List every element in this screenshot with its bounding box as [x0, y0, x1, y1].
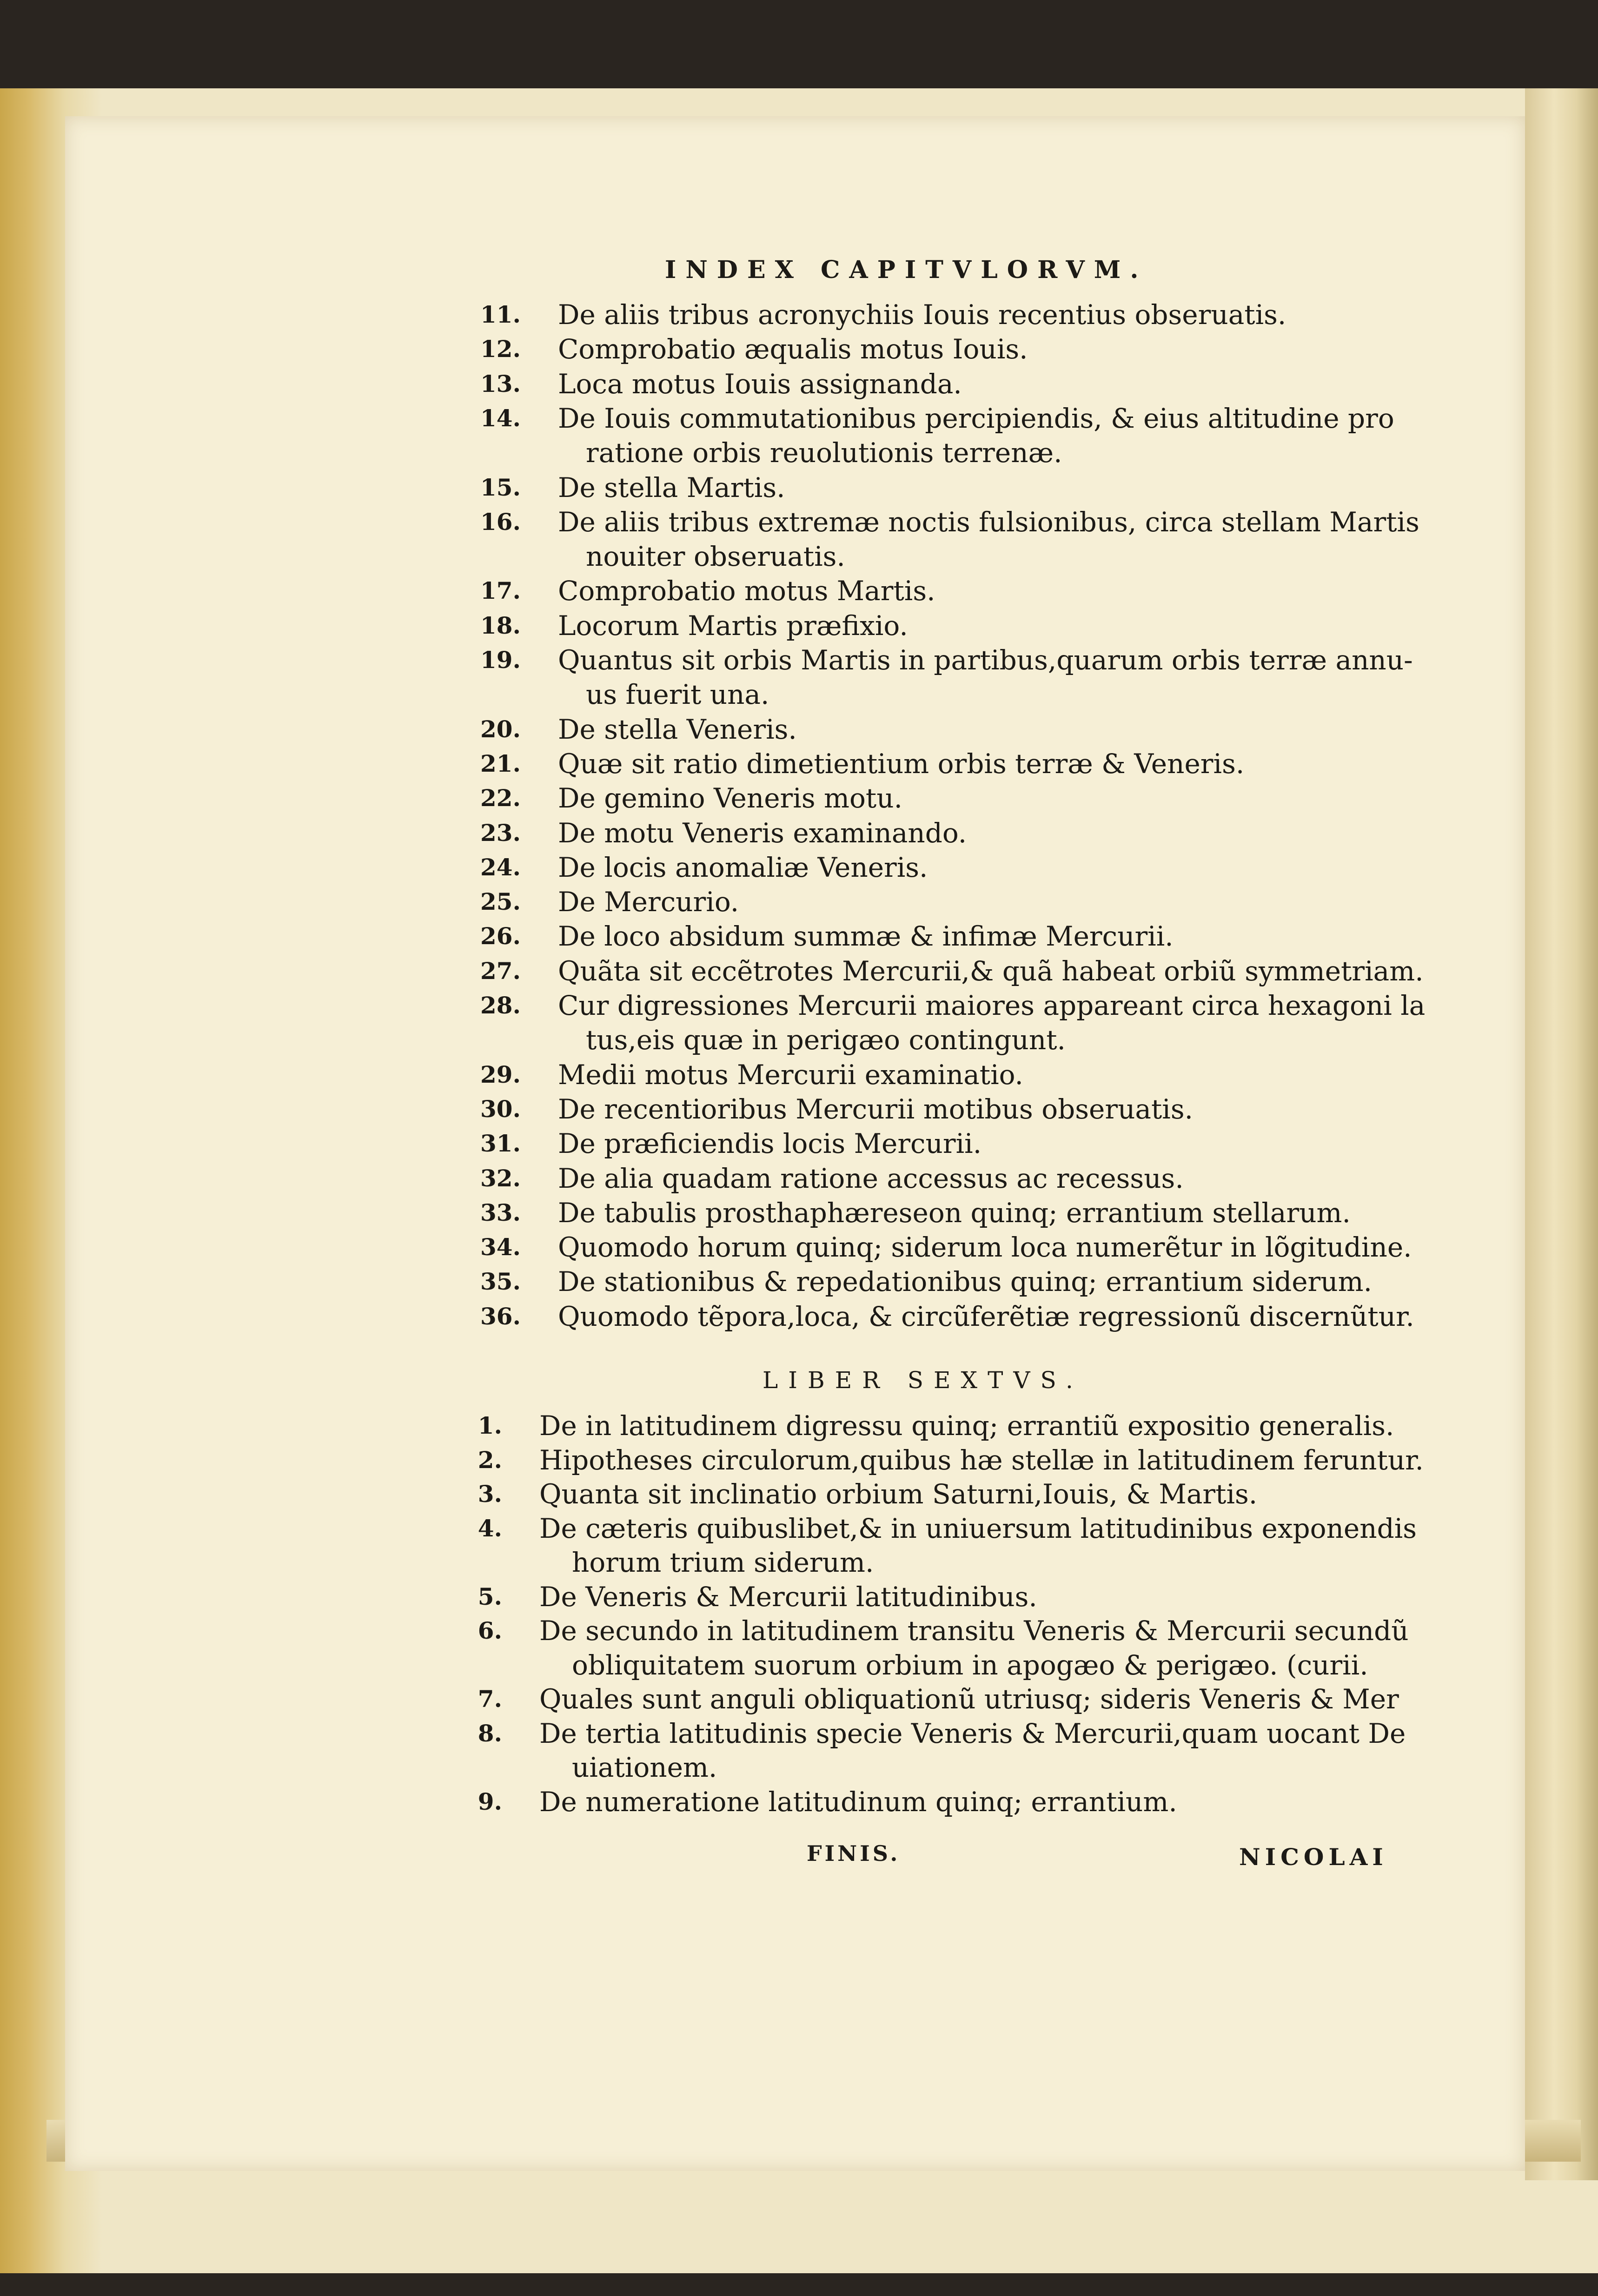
chapter-title: De loco absidum summæ & infimæ Mercurii.: [558, 920, 1174, 953]
chapter-title: Quomodo tẽpora,loca, & circũferẽtiæ regressionũ discernũtur.: [558, 1300, 1414, 1332]
chapter-title: horum trium siderum.: [572, 1547, 874, 1578]
chapter-title: De Veneris & Mercurii latitudinibus.: [539, 1581, 1037, 1613]
chapter-title: Comprobatio æqualis motus Iouis.: [558, 333, 1028, 365]
chapter-number: 8.: [477, 1719, 502, 1747]
chapter-title: tus,eis quæ in perigæo contingunt.: [586, 1024, 1066, 1056]
chapter-title: De aliis tribus extremæ noctis fulsionibus, circa stellam Martis: [558, 506, 1419, 538]
chapter-title: Quomodo horum quinq; siderum loca numerẽtur in lõgitudine.: [558, 1231, 1412, 1264]
chapter-title: De Iouis commutationibus percipiendis, & eius altitudine pro: [558, 402, 1394, 434]
chapter-title: De præficiendis locis Mercurii.: [558, 1128, 982, 1160]
chapter-number: 22.: [480, 784, 521, 812]
chapter-title: De Mercurio.: [558, 886, 739, 918]
chapter-number: 2.: [477, 1446, 502, 1474]
chapter-title: De stationibus & repedationibus quinq; errantium siderum.: [558, 1266, 1373, 1298]
page-edge-right: [1525, 88, 1598, 2180]
chapter-title: De gemino Veneris motu.: [558, 782, 903, 814]
section-heading: LIBER SEXTVS.: [763, 1367, 1083, 1394]
chapter-title: Locorum Martis præfixio.: [558, 609, 908, 642]
chapter-title: Comprobatio motus Martis.: [558, 575, 935, 607]
chapter-number: 16.: [480, 508, 521, 536]
chapter-title: De locis anomaliæ Veneris.: [558, 851, 928, 883]
chapter-title: De stella Martis.: [558, 471, 785, 503]
chapter-number: 6.: [477, 1617, 502, 1644]
chapter-number: 25.: [480, 888, 521, 916]
chapter-number: 33.: [480, 1198, 521, 1226]
chapter-number: 24.: [480, 853, 521, 881]
chapter-title: De numeratione latitudinum quinq; errantium.: [539, 1786, 1177, 1818]
chapter-number: 30.: [480, 1095, 521, 1123]
chapter-title: Quales sunt anguli obliquationũ utriusq; sideris Veneris & Mer: [539, 1683, 1399, 1715]
chapter-number: 1.: [477, 1412, 502, 1439]
chapter-title: Quanta sit inclinatio orbium Saturni,Iouis, & Martis.: [539, 1478, 1258, 1510]
chapter-number: 5.: [477, 1582, 502, 1610]
chapter-title: De stella Veneris.: [558, 713, 797, 745]
chapter-number: 20.: [480, 715, 521, 743]
chapter-title: Quæ sit ratio dimetientium orbis terræ & Veneris.: [558, 748, 1245, 780]
chapter-title: Hipotheses circulorum,quibus hæ stellæ in latitudinem feruntur.: [539, 1444, 1424, 1476]
chapter-number: 34.: [480, 1233, 521, 1261]
chapter-number: 23.: [480, 819, 521, 847]
chapter-title: Medii motus Mercurii examinatio.: [558, 1059, 1023, 1091]
chapter-number: 31.: [480, 1130, 521, 1158]
chapter-number: 35.: [480, 1268, 521, 1296]
chapter-title: De secundo in latitudinem transitu Veneris & Mercurii secundũ: [539, 1615, 1409, 1647]
chapter-number: 12.: [480, 335, 521, 363]
chapter-title: De alia quadam ratione accessus ac recessus.: [558, 1162, 1184, 1194]
chapter-title: Quãta sit eccẽtrotes Mercurii,& quã habeat orbiũ symmetriam.: [558, 955, 1424, 987]
chapter-title: De in latitudinem digressu quinq; errantiũ expositio generalis.: [539, 1410, 1394, 1442]
chapter-title: Quantus sit orbis Martis in partibus,quarum orbis terræ annu-: [558, 644, 1413, 676]
chapter-number: 14.: [480, 404, 521, 432]
chapter-title: ratione orbis reuolutionis terrenæ.: [586, 437, 1062, 469]
chapter-number: 29.: [480, 1060, 521, 1088]
chapter-title: De cæteris quibuslibet,& in uniuersum latitudinibus exponendis: [539, 1512, 1417, 1544]
chapter-number: 7.: [477, 1685, 502, 1713]
chapter-number: 19.: [480, 646, 521, 674]
chapter-number: 18.: [480, 611, 521, 639]
chapter-title: nouiter obseruatis.: [586, 541, 845, 573]
chapter-number: 15.: [480, 473, 521, 501]
finis-label: FINIS.: [807, 1841, 901, 1866]
chapter-number: 32.: [480, 1164, 521, 1192]
chapter-title: Cur digressiones Mercurii maiores appareant circa hexagoni la: [558, 990, 1426, 1021]
chapter-title: De tertia latitudinis specie Veneris & Mercurii,quam uocant De: [539, 1717, 1406, 1749]
chapter-number: 28.: [480, 992, 521, 1019]
chapter-title: uiationem.: [572, 1752, 717, 1783]
chapter-title: De tabulis prosthaphæreseon quinq; errantium stellarum.: [558, 1197, 1351, 1229]
chapter-number: 27.: [480, 957, 521, 985]
chapter-number: 36.: [480, 1302, 521, 1330]
chapter-number: 26.: [480, 922, 521, 950]
chapter-number: 9.: [477, 1787, 502, 1815]
chapter-title: us fuerit una.: [586, 679, 769, 711]
chapter-title: obliquitatem suorum orbium in apogæo & perigæo. (curii.: [572, 1649, 1368, 1681]
chapter-title: De motu Veneris examinando.: [558, 817, 967, 849]
chapter-number: 17.: [480, 577, 521, 605]
chapter-number: 3.: [477, 1480, 502, 1508]
chapter-number: 21.: [480, 749, 521, 777]
page-title: INDEX CAPITVLORVM.: [665, 256, 1148, 284]
chapter-number: 11.: [480, 301, 521, 328]
chapter-title: Loca motus Iouis assignanda.: [558, 368, 962, 400]
catchword: NICOLAI: [1239, 1843, 1388, 1871]
chapter-title: De recentioribus Mercurii motibus obseruatis.: [558, 1093, 1194, 1125]
chapter-number: 13.: [480, 370, 521, 397]
chapter-title: De aliis tribus acronychiis Iouis recentius obseruatis.: [558, 299, 1286, 331]
chapter-number: 4.: [477, 1514, 502, 1542]
